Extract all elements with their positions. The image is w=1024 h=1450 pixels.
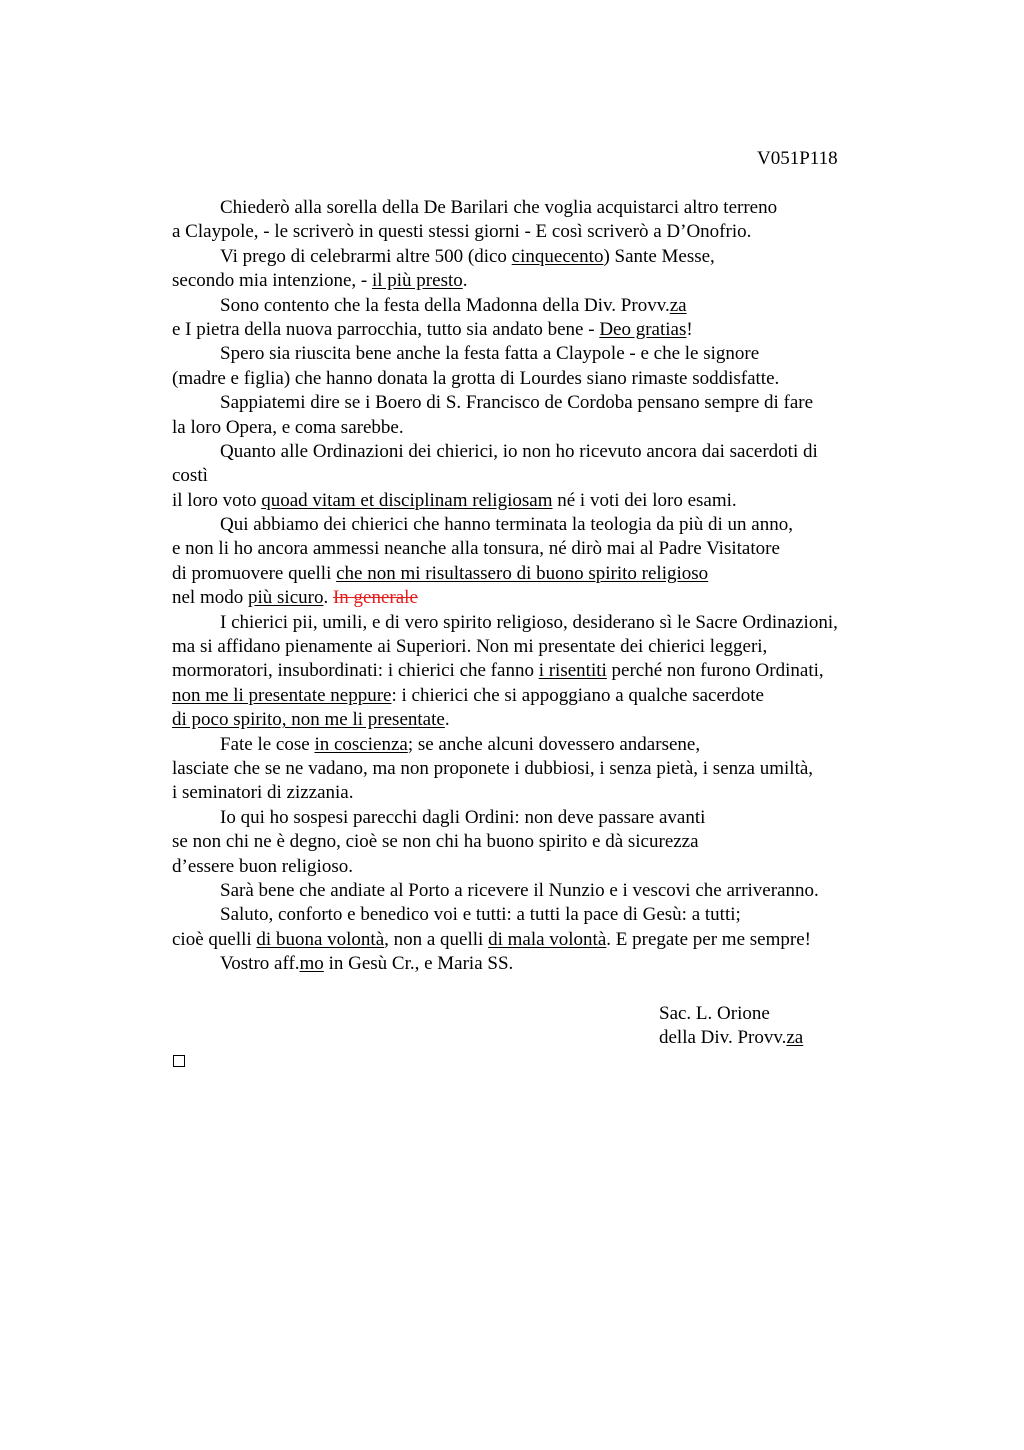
text-segment: Chiederò alla sorella della De Barilari che voglia acquistarci altro terreno [220, 197, 778, 218]
text-segment: I chierici pii, umili, e di vero spirito religioso, desiderano sì le Sacre Ordinazioni, [220, 611, 838, 633]
text-line [172, 733, 932, 757]
underlined-text: in coscienza [314, 733, 408, 755]
text-line [172, 684, 932, 708]
text-segment: il loro voto [172, 489, 262, 511]
text-segment: nel modo [172, 587, 248, 609]
text-line [172, 659, 932, 683]
text-segment: né i voti dei loro esami. [552, 489, 737, 511]
text-line [172, 830, 932, 854]
text-line [172, 635, 932, 659]
text-segment: cioè quelli [172, 928, 257, 950]
text-line [172, 757, 932, 781]
text-segment: e non li ho ancora ammessi neanche alla tonsura, né dirò mai al Padre Visitatore [172, 538, 780, 560]
underlined-text: il più presto [371, 270, 463, 292]
text-line [172, 318, 932, 342]
underlined-text: quoad vitam et disciplinam religiosam [261, 489, 553, 511]
text-line [172, 294, 932, 318]
text-segment: ma si affidano pienamente ai Superiori. Non mi presentate dei chierici leggeri, [172, 636, 768, 658]
text-segment: di promuovere quelli [172, 562, 337, 584]
text-segment: Vi prego di celebrarmi altre 500 (dico [220, 245, 512, 267]
text-line [172, 879, 932, 903]
text-segment: , non a quelli [384, 928, 489, 950]
letter-paragraph [172, 440, 932, 513]
text-segment: mormoratori, insubordinati: i chierici che fanno [172, 660, 539, 682]
text-line [172, 586, 932, 610]
letter-body [172, 196, 932, 977]
text-segment: ) Sante Messe, [603, 245, 715, 267]
text-segment: costì [172, 465, 208, 487]
text-line [172, 342, 932, 366]
letter-paragraph [172, 611, 932, 733]
text-line [172, 245, 932, 269]
underlined-text: di poco spirito, non me li presentate [172, 709, 445, 731]
text-line [172, 220, 932, 244]
text-segment: d’essere buon religioso. [172, 855, 353, 877]
text-segment: Saluto, conforto e benedico voi e tutti: a tutti la pace di Gesù: a tutti; [220, 904, 741, 926]
text-line [172, 806, 932, 830]
letter-paragraph [172, 245, 932, 294]
text-line [172, 440, 932, 464]
signature-congregation-text: della Div. Provv. [659, 1027, 787, 1049]
text-segment: e I pietra della nuova parrocchia, tutto sia andato bene - [172, 318, 600, 340]
text-line [172, 367, 932, 391]
text-line [172, 903, 932, 927]
text-line [172, 513, 932, 537]
underlined-text: di mala volontà [488, 928, 607, 950]
letter-paragraph [172, 391, 932, 440]
letter-paragraph [172, 513, 932, 611]
text-segment: . [444, 709, 450, 731]
text-line [172, 537, 932, 561]
end-of-page-box [173, 1055, 185, 1067]
text-segment: secondo mia intenzione, - [172, 270, 372, 292]
letter-paragraph [172, 903, 932, 952]
signature-congregation-superscript: za [786, 1027, 804, 1049]
underlined-text: Deo gratias [599, 318, 687, 340]
text-segment: la loro Opera, e coma sarebbe. [172, 416, 404, 438]
underlined-text: cinquecento [511, 245, 604, 267]
text-segment: . E pregate per me sempre! [606, 928, 811, 950]
text-segment: : i chierici che si appoggiano a qualche sacerdote [391, 684, 764, 706]
underlined-text: che non mi risultassero di buono spirito religioso [336, 562, 709, 584]
text-segment: ; se anche alcuni dovessero andarsene, [407, 733, 701, 755]
underlined-text: più sicuro [248, 587, 324, 609]
letter-paragraph [172, 196, 932, 245]
underlined-text: i risentiti [538, 660, 607, 682]
text-segment: in Gesù Cr., e Maria SS. [323, 953, 514, 975]
text-line [172, 855, 932, 879]
text-line [172, 391, 932, 415]
page-identifier: V051P118 [757, 148, 838, 169]
text-segment: Quanto alle Ordinazioni dei chierici, io non ho ricevuto ancora dai sacerdoti di [220, 440, 818, 462]
signature-congregation [659, 1026, 803, 1050]
text-line [172, 269, 932, 293]
text-segment: (madre e figlia) che hanno donata la grotta di Lourdes siano rimaste soddisfatte. [172, 367, 780, 389]
letter-paragraph [172, 952, 932, 976]
struck-text: In generale [332, 587, 418, 609]
text-segment: perché non furono Ordinati, [606, 660, 824, 682]
text-segment: Fate le cose [220, 733, 315, 755]
text-line [172, 952, 932, 976]
text-line [172, 562, 932, 586]
letter-paragraph [172, 879, 932, 903]
letter-paragraph [172, 806, 932, 879]
text-segment: se non chi ne è degno, cioè se non chi ha buono spirito e dà sicurezza [172, 831, 699, 853]
text-segment: lasciate che se ne vadano, ma non proponete i dubbiosi, i senza pietà, i senza umiltà, [172, 757, 814, 779]
underlined-text: non me li presentate neppure [172, 684, 392, 706]
text-line [172, 708, 932, 732]
underlined-text: mo [299, 953, 324, 975]
letter-paragraph [172, 733, 932, 806]
signature-name: Sac. L. Orione [659, 1003, 770, 1024]
text-line [172, 464, 932, 488]
text-line [172, 928, 932, 952]
text-segment: . [323, 587, 333, 609]
text-line [172, 489, 932, 513]
text-segment: Qui abbiamo dei chierici che hanno terminata la teologia da più di un anno, [220, 514, 793, 536]
text-line [172, 611, 932, 635]
text-segment: ! [686, 318, 693, 340]
text-segment: Spero sia riuscita bene anche la festa fatta a Claypole - e che le signore [220, 343, 760, 365]
text-segment: Sappiatemi dire se i Boero di S. Francisco de Cordoba pensano sempre di fare [220, 392, 814, 414]
letter-paragraph [172, 294, 932, 343]
text-line [172, 196, 932, 220]
signature-block [659, 1002, 803, 1051]
text-line [172, 416, 932, 440]
letter-paragraph [172, 342, 932, 391]
text-segment: Sarà bene che andiate al Porto a ricevere il Nunzio e i vescovi che arriveranno. [220, 879, 819, 901]
text-segment: . [462, 270, 468, 292]
text-segment: Io qui ho sospesi parecchi dagli Ordini: non deve passare avanti [220, 806, 706, 828]
underlined-text: di buona volontà [256, 928, 385, 950]
text-segment: i seminatori di zizzania. [172, 782, 354, 804]
text-segment: Vostro aff. [220, 953, 300, 975]
underlined-text: za [669, 294, 687, 316]
text-segment: a Claypole, - le scriverò in questi stessi giorni - E così scriverò a D’Onofrio. [172, 221, 752, 243]
text-segment: Sono contento che la festa della Madonna della Div. Provv. [220, 294, 670, 316]
text-line [172, 781, 932, 805]
